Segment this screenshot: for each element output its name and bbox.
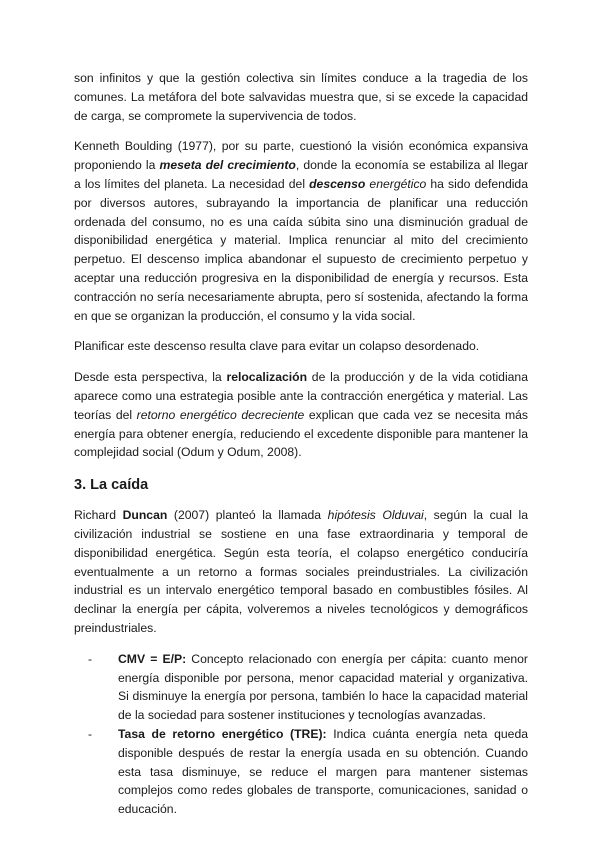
bullet-list (74, 650, 528, 819)
text-run: de la producción y de la vida cotidiana aparece como una estrategia posible ante la contracción energética y material. Las teorías del (74, 370, 528, 422)
text-run: Kenneth Boulding (1977), por su parte, cuestionó la visión económica expansiva proponiendo la (74, 139, 528, 173)
list-item-text (118, 652, 528, 722)
text-run: ha sido defendida por diversos autores, subrayando la importancia de planificar una reducción ordenada del consumo, no es una caída súbita sino una disminución gradual de disponibilidad energética y material. Implica renunciar al mito del crecimiento perpetuo. El descenso implica abandonar el supuesto de crecimiento perpetuo y aceptar una reducción progresiva en la disponibilidad de energía y recursos. Esta contracción no sería necesariamente abrupta, pero sí sostenida, afectando la forma en que se organizan la producción, el consumo y la vida social. (74, 176, 528, 323)
bullet-dash: - (88, 651, 93, 666)
text-run: energético (369, 176, 427, 191)
text-run: Concepto relacionado con energía per cápita: cuanto menor energía disponible por persona, menor capacidad material y organizativa. Si disminuye la energía por persona, también lo hace la capacidad material de la sociedad para sostener instituciones y tecnologías avanzadas. (118, 651, 528, 723)
section-heading: 3. La caída (74, 477, 149, 494)
paragraph (74, 337, 528, 356)
section-paragraph (74, 506, 528, 638)
text-run: Planificar este descenso resulta clave para evitar un colapso desordenado. (74, 339, 480, 354)
text-run: , según la cual la civilización industrial se sostiene en una fase extraordinaria y temporal de disponibilidad energética. Según esta teoría, el colapso energético conduciría eventualmente a un retorno a formas sociales preindustriales. La civilización industrial es un intervalo energético temporal basado en combustibles fósiles. Al declinar la energía per cápita, volveremos a niveles tecnológicos y demográficos preindustriales. (74, 508, 529, 635)
text-run: son infinitos y que la gestión colectiva sin límites conduce a la tragedia de los comunes. La metáfora del bote salvavidas muestra que, si se excede la capacidad de carga, se compromete la supervivencia de todos. (74, 71, 528, 123)
text-run: hipótesis Olduvai (327, 508, 424, 523)
list-item (88, 650, 528, 725)
list-item (88, 725, 528, 819)
bullet-dash: - (88, 726, 93, 741)
text-run: , donde la economía se estabiliza al llegar a los límites del planeta. La necesidad del (74, 158, 529, 191)
text-run: (2007) planteó la llamada (167, 508, 328, 523)
list-item-text (118, 727, 528, 816)
text-run: relocalización (226, 370, 308, 385)
text-run: meseta del crecimiento (159, 158, 296, 173)
text-run: descenso (309, 176, 366, 191)
text-run: Tasa de retorno energético (TRE): (118, 726, 327, 741)
text-run: CMV = E/P: (118, 651, 187, 666)
paragraph (74, 137, 528, 325)
text-run: Desde esta perspectiva, la (74, 370, 227, 385)
text-run: Richard (74, 508, 123, 523)
paragraph (74, 368, 528, 462)
text-run: Duncan (122, 508, 168, 523)
text-run: explican que cada vez se necesita más energía para obtener energía, reduciendo el excedente disponible para mantener la complejidad social (Odum y Odum, 2008). (74, 407, 529, 460)
text-run: retorno energético decreciente (136, 407, 305, 422)
body-paragraphs (74, 69, 528, 462)
paragraph (74, 69, 528, 125)
text-run: Indica cuánta energía neta queda disponible después de restar la energía usada en su obtención. Cuando esta tasa disminuye, se reduce el margen para mantener sistemas complejos como redes globales de transporte, comunicaciones, sanidad o educación. (118, 726, 528, 817)
